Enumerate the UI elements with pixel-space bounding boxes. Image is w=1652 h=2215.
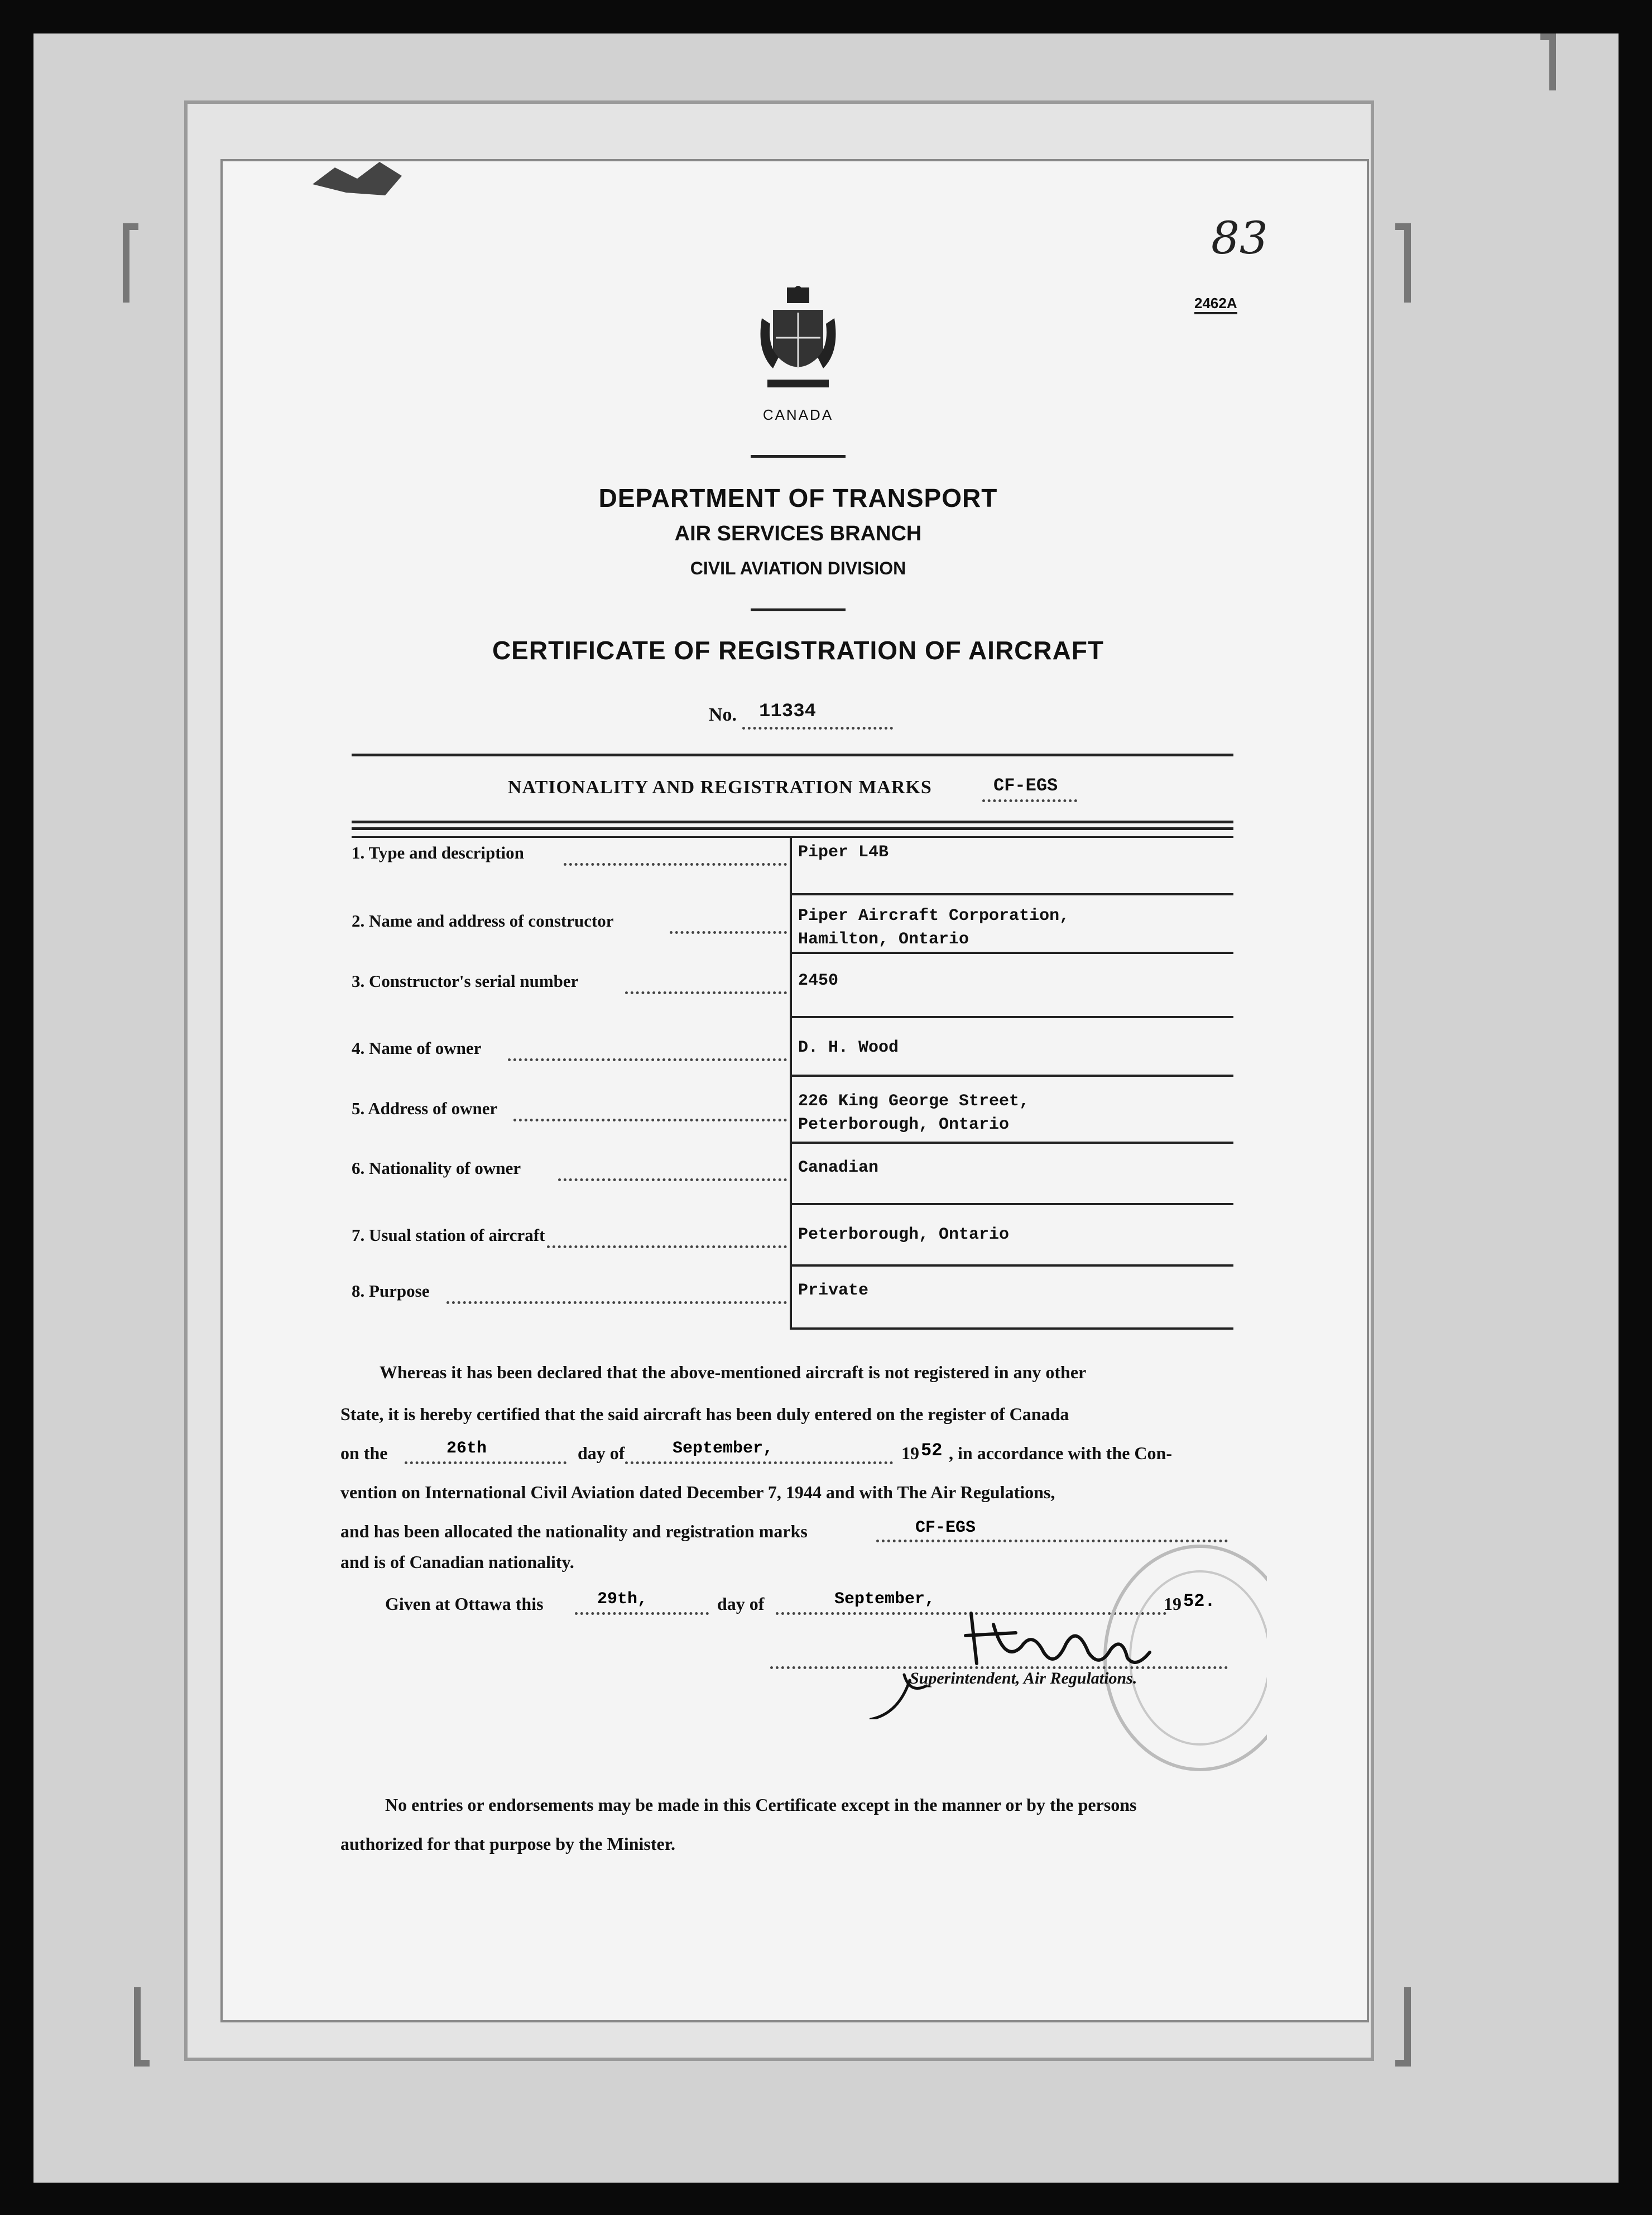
declaration-line-3-end: , in accordance with the Con- bbox=[949, 1443, 1172, 1463]
certificate-number-label: No. bbox=[709, 704, 737, 725]
row-value: D. H. Wood bbox=[798, 1038, 899, 1057]
declaration-line-2: State, it is hereby certified that the said aircraft has been duly entered on the register of Canada bbox=[340, 1404, 1069, 1424]
registration-year-prefix: 19 bbox=[901, 1443, 919, 1463]
allocated-marks: CF-EGS bbox=[915, 1518, 976, 1537]
given-at-prefix: Given at Ottawa this bbox=[385, 1594, 544, 1614]
row-label: 6. Nationality of owner bbox=[352, 1158, 521, 1178]
declaration-line-4: vention on International Civil Aviation dated December 7, 1944 and with The Air Regulations, bbox=[340, 1482, 1055, 1502]
day-dots bbox=[405, 1461, 566, 1464]
crop-mark-corner bbox=[1540, 33, 1556, 90]
signature bbox=[837, 1591, 1206, 1719]
row-value: Canadian bbox=[798, 1158, 879, 1177]
row-label: 3. Constructor's serial number bbox=[352, 971, 579, 991]
row-value: Peterborough, Ontario bbox=[798, 1225, 1010, 1244]
row-rule bbox=[790, 893, 1233, 895]
coat-of-arms-caption: CANADA bbox=[762, 406, 834, 423]
crop-mark-bottom-right bbox=[1395, 1987, 1411, 2067]
registration-marks-value: CF-EGS bbox=[993, 775, 1058, 796]
row-label: 8. Purpose bbox=[352, 1281, 430, 1301]
row-dots bbox=[547, 1245, 787, 1248]
declaration-day-of: day of bbox=[578, 1443, 625, 1463]
declaration-line-1: Whereas it has been declared that the above-mentioned aircraft is not registered in any other bbox=[380, 1362, 1087, 1382]
given-month: September, bbox=[834, 1590, 935, 1609]
row-value: 226 King George Street, Peterborough, Ontario bbox=[798, 1092, 1030, 1134]
table-top-rule-2 bbox=[352, 827, 1233, 830]
registration-marks-label: NATIONALITY AND REGISTRATION MARKS bbox=[508, 777, 932, 798]
declaration-line-5: and has been allocated the nationality and registration marks bbox=[340, 1521, 808, 1541]
table-column-divider bbox=[790, 837, 792, 1329]
row-dots bbox=[670, 931, 787, 934]
header-divider-bottom bbox=[751, 608, 846, 611]
form-code: 2462A bbox=[1194, 295, 1237, 314]
row-rule bbox=[790, 1142, 1233, 1144]
row-value: Piper Aircraft Corporation, Hamilton, Ontario bbox=[798, 907, 1070, 949]
branch-heading: AIR SERVICES BRANCH bbox=[674, 522, 922, 545]
month-dots bbox=[625, 1461, 893, 1464]
table-top-rule-3 bbox=[352, 836, 1233, 838]
registration-day: 26th bbox=[446, 1439, 487, 1458]
given-day: 29th, bbox=[597, 1590, 648, 1609]
row-rule bbox=[790, 1016, 1233, 1018]
coat-of-arms-icon bbox=[756, 285, 840, 402]
certificate-number-dots bbox=[742, 727, 893, 730]
row-dots bbox=[558, 1178, 787, 1181]
row-label: 4. Name of owner bbox=[352, 1038, 482, 1058]
crop-mark-bottom-left bbox=[134, 1987, 150, 2067]
given-year: 52. bbox=[1183, 1591, 1216, 1612]
row-label: 7. Usual station of aircraft bbox=[352, 1225, 545, 1245]
division-heading: CIVIL AVIATION DIVISION bbox=[690, 558, 906, 578]
given-year-prefix: 19 bbox=[1164, 1594, 1182, 1614]
table-top-rule-1 bbox=[352, 821, 1233, 823]
row-rule bbox=[790, 1203, 1233, 1205]
row-label: 2. Name and address of constructor bbox=[352, 911, 614, 931]
declaration-line-6: and is of Canadian nationality. bbox=[340, 1552, 574, 1572]
given-day-of: day of bbox=[717, 1594, 765, 1614]
crop-mark-top-left bbox=[123, 223, 138, 303]
row-value: Piper L4B bbox=[798, 843, 889, 862]
row-rule bbox=[790, 952, 1233, 954]
signatory-title: Superintendent, Air Regulations. bbox=[910, 1669, 1137, 1687]
row-rule bbox=[790, 1264, 1233, 1267]
row-dots bbox=[446, 1301, 787, 1304]
marks-top-rule bbox=[352, 754, 1233, 756]
registration-month: September, bbox=[673, 1439, 774, 1458]
row-dots bbox=[625, 991, 787, 994]
header-divider-top bbox=[751, 455, 846, 458]
notice-line-1: No entries or endorsements may be made in this Certificate except in the manner or by the persons bbox=[385, 1795, 1137, 1815]
registration-marks-dots bbox=[982, 799, 1077, 802]
declaration-line-3-start: on the bbox=[340, 1443, 388, 1463]
certificate-title: CERTIFICATE OF REGISTRATION OF AIRCRAFT bbox=[492, 636, 1104, 665]
department-heading: DEPARTMENT OF TRANSPORT bbox=[598, 483, 998, 512]
row-label: 5. Address of owner bbox=[352, 1099, 498, 1118]
row-rule bbox=[790, 1327, 1233, 1330]
row-dots bbox=[508, 1058, 787, 1061]
row-label: 1. Type and description bbox=[352, 843, 524, 862]
tear-mark bbox=[296, 151, 419, 207]
handwritten-number: 83 bbox=[1211, 212, 1268, 264]
row-value: 2450 bbox=[798, 971, 839, 990]
registration-year: 52 bbox=[921, 1440, 943, 1461]
row-rule bbox=[790, 1075, 1233, 1077]
certificate-number-value: 11334 bbox=[759, 701, 817, 722]
crop-mark-top-right bbox=[1395, 223, 1411, 303]
notice-line-2: authorized for that purpose by the Minister. bbox=[340, 1834, 675, 1854]
row-dots bbox=[513, 1119, 787, 1121]
row-value: Private bbox=[798, 1281, 869, 1300]
row-dots bbox=[564, 863, 787, 866]
given-day-dots bbox=[575, 1612, 709, 1615]
